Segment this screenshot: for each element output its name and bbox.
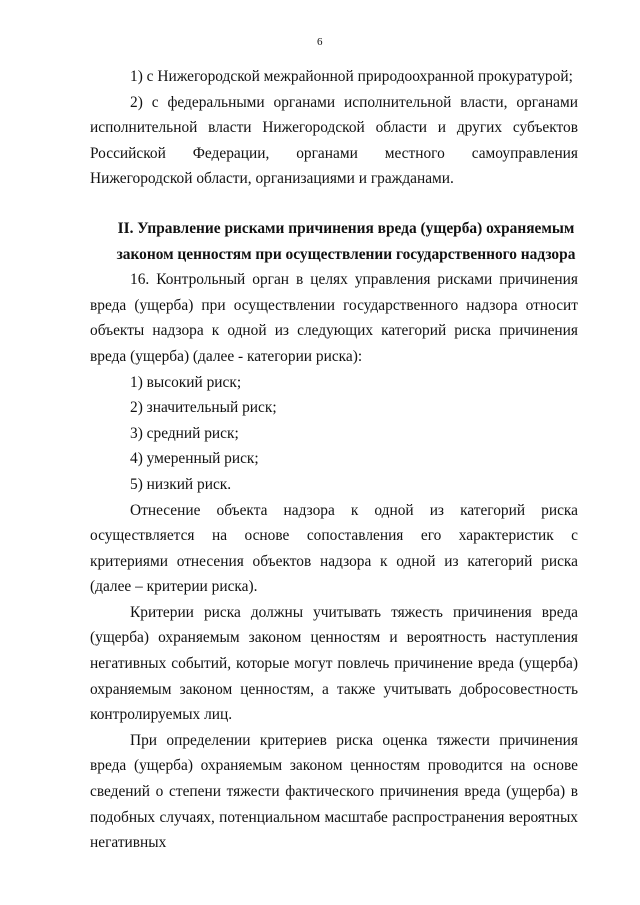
risk-category-item: 3) средний риск; bbox=[130, 424, 239, 442]
paragraph-criteria-definition: При определении критериев риска оценка тяжести причинения вреда (ущерба) охраняемым законом ценностям проводится на основе сведений о степени тяжести фактического причинения вреда (ущерба) в подобных случаях, потенциальном масштабе распространения вероятных негативных bbox=[90, 731, 578, 852]
paragraph-risk-assignment: Отнесение объекта надзора к одной из категорий риска осуществляется на основе сопоставления его характеристик с критериями отнесения объектов надзора к одной из категорий риска (далее – критерии риска). bbox=[90, 501, 578, 596]
paragraph-risk-criteria: Критерии риска должны учитывать тяжесть причинения вреда (ущерба) охраняемым законом ценностям и вероятность наступления негативных событий, которые могут повлечь причинение вреда (ущерба) охраняемым законом ценностям, а также учитывать добросовестность контролируемых лиц. bbox=[90, 603, 578, 724]
risk-category-item: 2) значительный риск; bbox=[130, 399, 277, 417]
intro-item: 2) с федеральными органами исполнительной власти, органами исполнительной власти Нижегородской области и других субъектов Российской Федерации, органами местного самоуправления Нижегородской области, организациями и гражданами. bbox=[90, 93, 578, 188]
intro-item: 1) с Нижегородской межрайонной природоохранной прокуратурой; bbox=[130, 68, 573, 85]
document-body bbox=[90, 64, 578, 856]
risk-category-item: 4) умеренный риск; bbox=[130, 450, 259, 468]
page-number: 6 bbox=[317, 36, 323, 48]
section-heading: II. Управление рисками причинения вреда (ущерба) охраняемым законом ценностям при осуществлении государственного надзора bbox=[116, 219, 576, 263]
risk-category-item: 5) низкий риск. bbox=[130, 475, 232, 493]
paragraph-16: 16. Контрольный орган в целях управления рисками причинения вреда (ущерба) при осуществлении государственного надзора относит объекты надзора к одной из следующих категорий риска причинения вреда (ущерба) (далее - категории риска): bbox=[90, 271, 578, 365]
risk-category-item: 1) высокий риск; bbox=[130, 373, 242, 391]
